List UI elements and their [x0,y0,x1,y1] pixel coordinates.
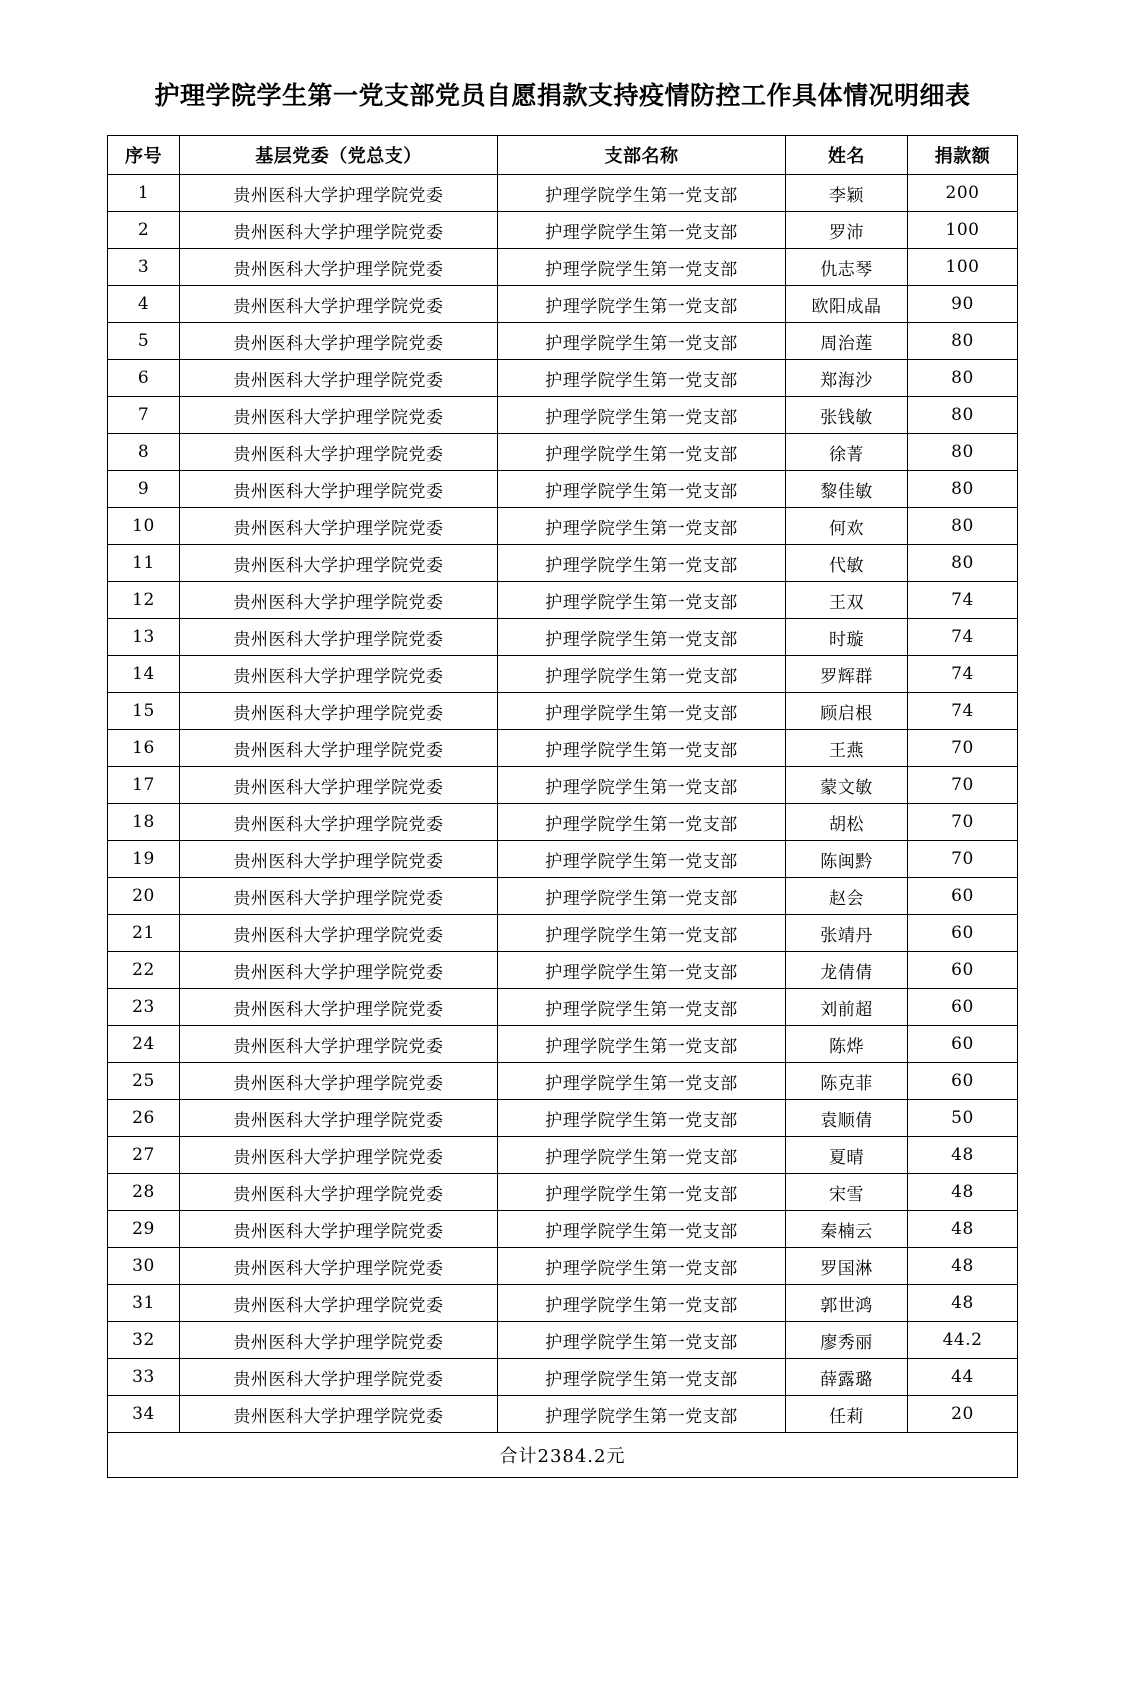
cell-index: 21 [108,915,180,952]
cell-name: 宋雪 [786,1174,908,1211]
total-row [108,1433,1018,1478]
cell-index: 15 [108,693,180,730]
cell-name: 李颖 [786,175,908,212]
table-row [108,286,1018,323]
cell-branch: 护理学院学生第一党支部 [498,1285,786,1322]
cell-branch: 护理学院学生第一党支部 [498,323,786,360]
cell-branch: 护理学院学生第一党支部 [498,1174,786,1211]
cell-amount: 60 [908,878,1018,915]
cell-index: 19 [108,841,180,878]
cell-amount: 80 [908,397,1018,434]
cell-branch: 护理学院学生第一党支部 [498,360,786,397]
cell-committee: 贵州医科大学护理学院党委 [180,1285,498,1322]
cell-amount: 74 [908,619,1018,656]
cell-committee: 贵州医科大学护理学院党委 [180,1248,498,1285]
cell-branch: 护理学院学生第一党支部 [498,1137,786,1174]
table-row [108,1063,1018,1100]
cell-branch: 护理学院学生第一党支部 [498,582,786,619]
cell-amount: 48 [908,1248,1018,1285]
cell-amount: 70 [908,804,1018,841]
cell-branch: 护理学院学生第一党支部 [498,1211,786,1248]
table-row [108,730,1018,767]
table-row [108,323,1018,360]
cell-name: 周治莲 [786,323,908,360]
table-row [108,582,1018,619]
cell-branch: 护理学院学生第一党支部 [498,212,786,249]
cell-name: 张钱敏 [786,397,908,434]
cell-committee: 贵州医科大学护理学院党委 [180,1026,498,1063]
table-row [108,508,1018,545]
cell-amount: 100 [908,212,1018,249]
cell-index: 4 [108,286,180,323]
cell-name: 袁顺倩 [786,1100,908,1137]
page-title: 护理学院学生第一党支部党员自愿捐款支持疫情防控工作具体情况明细表 [154,81,971,110]
cell-amount: 60 [908,915,1018,952]
cell-name: 刘前超 [786,989,908,1026]
cell-name: 夏晴 [786,1137,908,1174]
cell-amount: 74 [908,656,1018,693]
cell-index: 26 [108,1100,180,1137]
cell-committee: 贵州医科大学护理学院党委 [180,693,498,730]
cell-index: 22 [108,952,180,989]
cell-amount: 80 [908,545,1018,582]
cell-committee: 贵州医科大学护理学院党委 [180,878,498,915]
cell-amount: 60 [908,1063,1018,1100]
cell-branch: 护理学院学生第一党支部 [498,434,786,471]
cell-committee: 贵州医科大学护理学院党委 [180,730,498,767]
cell-name: 仇志琴 [786,249,908,286]
cell-amount: 70 [908,841,1018,878]
cell-amount: 60 [908,989,1018,1026]
table-row [108,1137,1018,1174]
cell-amount: 20 [908,1396,1018,1433]
column-header-name: 姓名 [786,136,908,175]
cell-index: 14 [108,656,180,693]
column-header-amount: 捐款额 [908,136,1018,175]
cell-name: 王双 [786,582,908,619]
column-header-index: 序号 [108,136,180,175]
cell-name: 罗沛 [786,212,908,249]
cell-branch: 护理学院学生第一党支部 [498,619,786,656]
table-row [108,1100,1018,1137]
cell-branch: 护理学院学生第一党支部 [498,249,786,286]
cell-name: 蒙文敏 [786,767,908,804]
cell-index: 20 [108,878,180,915]
table-row [108,360,1018,397]
cell-committee: 贵州医科大学护理学院党委 [180,804,498,841]
table-row [108,1322,1018,1359]
cell-committee: 贵州医科大学护理学院党委 [180,841,498,878]
cell-name: 廖秀丽 [786,1322,908,1359]
table-row [108,1248,1018,1285]
cell-branch: 护理学院学生第一党支部 [498,1063,786,1100]
cell-name: 张靖丹 [786,915,908,952]
cell-branch: 护理学院学生第一党支部 [498,1248,786,1285]
cell-name: 黎佳敏 [786,471,908,508]
table-body [108,175,1018,1433]
cell-name: 郑海沙 [786,360,908,397]
table-row [108,767,1018,804]
cell-committee: 贵州医科大学护理学院党委 [180,1211,498,1248]
cell-index: 24 [108,1026,180,1063]
table-header [108,136,1018,175]
cell-committee: 贵州医科大学护理学院党委 [180,1396,498,1433]
cell-committee: 贵州医科大学护理学院党委 [180,619,498,656]
table-row [108,1396,1018,1433]
cell-branch: 护理学院学生第一党支部 [498,989,786,1026]
cell-committee: 贵州医科大学护理学院党委 [180,212,498,249]
table-row [108,175,1018,212]
cell-amount: 74 [908,582,1018,619]
cell-branch: 护理学院学生第一党支部 [498,471,786,508]
cell-amount: 60 [908,952,1018,989]
cell-branch: 护理学院学生第一党支部 [498,878,786,915]
cell-index: 23 [108,989,180,1026]
table-row [108,1359,1018,1396]
cell-committee: 贵州医科大学护理学院党委 [180,471,498,508]
cell-amount: 80 [908,323,1018,360]
cell-branch: 护理学院学生第一党支部 [498,693,786,730]
cell-name: 陈烨 [786,1026,908,1063]
cell-amount: 80 [908,360,1018,397]
cell-committee: 贵州医科大学护理学院党委 [180,323,498,360]
cell-branch: 护理学院学生第一党支部 [498,508,786,545]
cell-name: 薛露璐 [786,1359,908,1396]
cell-name: 任莉 [786,1396,908,1433]
cell-branch: 护理学院学生第一党支部 [498,804,786,841]
table-row [108,915,1018,952]
cell-branch: 护理学院学生第一党支部 [498,1359,786,1396]
cell-committee: 贵州医科大学护理学院党委 [180,1063,498,1100]
cell-name: 何欢 [786,508,908,545]
cell-committee: 贵州医科大学护理学院党委 [180,989,498,1026]
cell-index: 12 [108,582,180,619]
cell-index: 3 [108,249,180,286]
total-amount-label: 合计2384.2元 [108,1433,1018,1478]
cell-branch: 护理学院学生第一党支部 [498,730,786,767]
cell-branch: 护理学院学生第一党支部 [498,952,786,989]
cell-amount: 44 [908,1359,1018,1396]
table-row [108,878,1018,915]
table-row [108,952,1018,989]
cell-index: 34 [108,1396,180,1433]
cell-index: 6 [108,360,180,397]
cell-amount: 90 [908,286,1018,323]
table-row [108,841,1018,878]
cell-name: 罗辉群 [786,656,908,693]
cell-name: 陈闽黔 [786,841,908,878]
cell-amount: 50 [908,1100,1018,1137]
cell-amount: 80 [908,471,1018,508]
cell-committee: 贵州医科大学护理学院党委 [180,397,498,434]
cell-committee: 贵州医科大学护理学院党委 [180,767,498,804]
table-row [108,397,1018,434]
cell-index: 33 [108,1359,180,1396]
cell-index: 25 [108,1063,180,1100]
cell-committee: 贵州医科大学护理学院党委 [180,175,498,212]
cell-committee: 贵州医科大学护理学院党委 [180,434,498,471]
cell-name: 秦楠云 [786,1211,908,1248]
cell-name: 陈克菲 [786,1063,908,1100]
cell-committee: 贵州医科大学护理学院党委 [180,508,498,545]
column-header-committee: 基层党委（党总支） [180,136,498,175]
cell-name: 龙倩倩 [786,952,908,989]
cell-branch: 护理学院学生第一党支部 [498,915,786,952]
cell-index: 11 [108,545,180,582]
cell-index: 29 [108,1211,180,1248]
cell-amount: 74 [908,693,1018,730]
table-footer [108,1433,1018,1478]
cell-branch: 护理学院学生第一党支部 [498,767,786,804]
cell-index: 32 [108,1322,180,1359]
cell-amount: 48 [908,1211,1018,1248]
table-row [108,656,1018,693]
cell-committee: 贵州医科大学护理学院党委 [180,582,498,619]
cell-name: 胡松 [786,804,908,841]
cell-branch: 护理学院学生第一党支部 [498,656,786,693]
cell-index: 31 [108,1285,180,1322]
cell-amount: 200 [908,175,1018,212]
table-row [108,249,1018,286]
table-row [108,212,1018,249]
table-row [108,1026,1018,1063]
cell-committee: 贵州医科大学护理学院党委 [180,1137,498,1174]
table-row [108,434,1018,471]
cell-index: 18 [108,804,180,841]
cell-branch: 护理学院学生第一党支部 [498,286,786,323]
cell-committee: 贵州医科大学护理学院党委 [180,249,498,286]
cell-branch: 护理学院学生第一党支部 [498,545,786,582]
cell-committee: 贵州医科大学护理学院党委 [180,360,498,397]
cell-amount: 48 [908,1285,1018,1322]
cell-name: 徐菁 [786,434,908,471]
cell-name: 罗国淋 [786,1248,908,1285]
cell-index: 1 [108,175,180,212]
cell-name: 郭世鸿 [786,1285,908,1322]
table-row [108,1211,1018,1248]
cell-index: 17 [108,767,180,804]
cell-branch: 护理学院学生第一党支部 [498,1026,786,1063]
table-row [108,619,1018,656]
table-row [108,693,1018,730]
cell-index: 16 [108,730,180,767]
cell-committee: 贵州医科大学护理学院党委 [180,952,498,989]
cell-name: 顾启根 [786,693,908,730]
cell-index: 10 [108,508,180,545]
cell-branch: 护理学院学生第一党支部 [498,175,786,212]
cell-index: 9 [108,471,180,508]
cell-name: 时璇 [786,619,908,656]
cell-name: 赵会 [786,878,908,915]
cell-index: 30 [108,1248,180,1285]
cell-amount: 48 [908,1174,1018,1211]
table-row [108,1174,1018,1211]
cell-committee: 贵州医科大学护理学院党委 [180,1100,498,1137]
cell-name: 王燕 [786,730,908,767]
cell-amount: 80 [908,508,1018,545]
cell-committee: 贵州医科大学护理学院党委 [180,1359,498,1396]
cell-committee: 贵州医科大学护理学院党委 [180,545,498,582]
cell-index: 8 [108,434,180,471]
donation-detail-table [107,135,1018,1478]
table-header-row [108,136,1018,175]
table-row [108,804,1018,841]
cell-amount: 100 [908,249,1018,286]
table-row [108,545,1018,582]
table-row [108,1285,1018,1322]
cell-branch: 护理学院学生第一党支部 [498,841,786,878]
cell-index: 27 [108,1137,180,1174]
cell-amount: 80 [908,434,1018,471]
table-row [108,471,1018,508]
cell-amount: 48 [908,1137,1018,1174]
cell-committee: 贵州医科大学护理学院党委 [180,915,498,952]
cell-committee: 贵州医科大学护理学院党委 [180,286,498,323]
cell-amount: 70 [908,730,1018,767]
cell-index: 7 [108,397,180,434]
cell-branch: 护理学院学生第一党支部 [498,1322,786,1359]
table-row [108,989,1018,1026]
cell-branch: 护理学院学生第一党支部 [498,397,786,434]
cell-committee: 贵州医科大学护理学院党委 [180,1174,498,1211]
cell-index: 28 [108,1174,180,1211]
cell-name: 欧阳成晶 [786,286,908,323]
cell-index: 13 [108,619,180,656]
column-header-branch: 支部名称 [498,136,786,175]
cell-amount: 70 [908,767,1018,804]
cell-committee: 贵州医科大学护理学院党委 [180,656,498,693]
cell-name: 代敏 [786,545,908,582]
cell-index: 5 [108,323,180,360]
cell-branch: 护理学院学生第一党支部 [498,1396,786,1433]
cell-amount: 60 [908,1026,1018,1063]
cell-amount: 44.2 [908,1322,1018,1359]
cell-committee: 贵州医科大学护理学院党委 [180,1322,498,1359]
cell-index: 2 [108,212,180,249]
cell-branch: 护理学院学生第一党支部 [498,1100,786,1137]
